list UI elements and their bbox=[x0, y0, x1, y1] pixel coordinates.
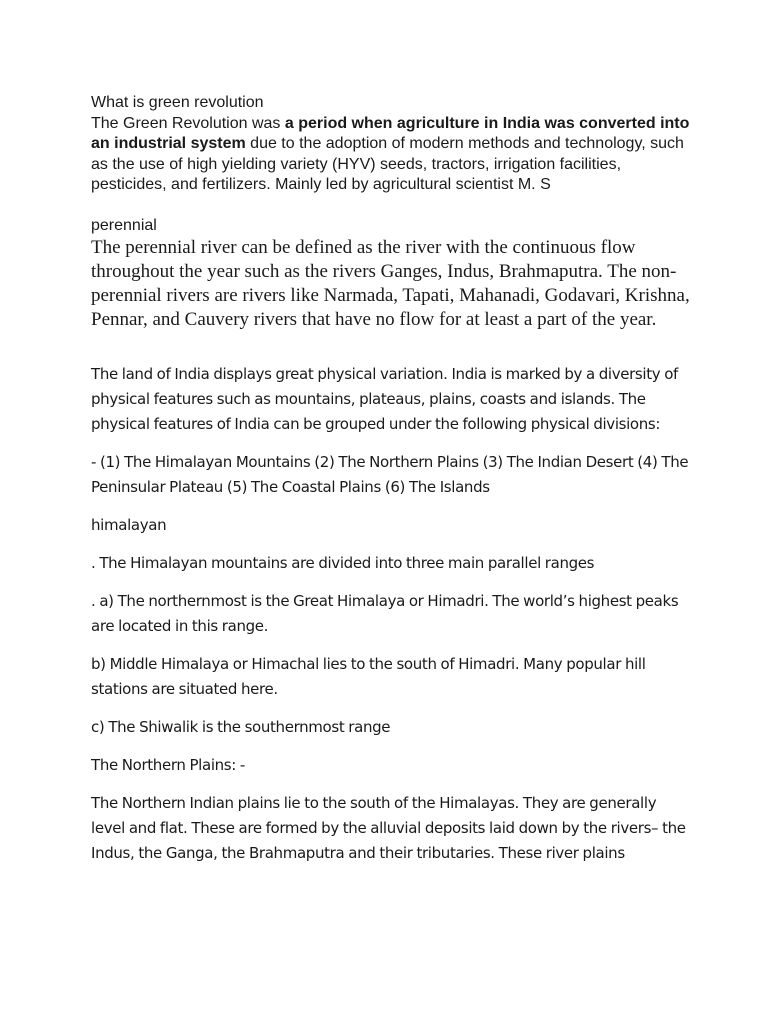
document-page bbox=[91, 93, 691, 879]
northern-plains-paragraph: The Northern Indian plains lie to the south of the Himalayas. They are generally level and flat. These are formed by the alluvial deposits laid down by the rivers– the Indus, the Ganga, the Brahmaputra and their tributaries. These river plains bbox=[91, 794, 686, 862]
perennial-section bbox=[91, 216, 691, 333]
physical-divisions-paragraph: - (1) The Himalayan Mountains (2) The Northern Plains (3) The Indian Desert (4) The Peninsular Plateau (5) The Coastal Plains (6) The Islands bbox=[91, 453, 689, 496]
range-c-paragraph: c) The Shiwalik is the southernmost range bbox=[91, 718, 391, 736]
perennial-heading: perennial bbox=[91, 216, 157, 234]
range-a-paragraph: . a) The northernmost is the Great Himalaya or Himadri. The world’s highest peaks are located in this range. bbox=[91, 592, 679, 635]
green-revolution-intro: The Green Revolution was bbox=[91, 114, 285, 132]
green-revolution-paragraph bbox=[91, 114, 691, 196]
green-revolution-rest: due to the adoption of modern methods and technology, such as the use of high yielding variety (HYV) seeds, tractors, irrigation facilities, pesticides, and fertilizers. Mainly led by agricultural scientist M. S bbox=[91, 135, 684, 193]
himalayan-heading: himalayan bbox=[91, 516, 167, 534]
green-revolution-heading: What is green revolution bbox=[91, 94, 264, 111]
himalayan-ranges-paragraph: . The Himalayan mountains are divided into three main parallel ranges bbox=[91, 554, 595, 572]
range-b-paragraph: b) Middle Himalaya or Himachal lies to the south of Himadri. Many popular hill stations are situated here. bbox=[91, 655, 646, 698]
perennial-paragraph: The perennial river can be defined as the river with the continuous flow throughout the year such as the rivers Ganges, Indus, Brahmaputra. The non-perennial rivers are rivers like Narmada, Tapati, Mahanadi, Godavari, Krishna, Pennar, and Cauvery rivers that have no flow for at least a part of the year. bbox=[91, 237, 690, 330]
physical-intro-paragraph: The land of India displays great physical variation. India is marked by a diversity of physical features such as mountains, plateaus, plains, coasts and islands. The physical features of India can be grouped under the following physical divisions: bbox=[91, 365, 678, 433]
green-revolution-bold-definition: a period when agriculture in India was converted into an industrial system bbox=[91, 114, 690, 152]
northern-plains-heading: The Northern Plains: - bbox=[91, 756, 245, 774]
physical-features-section bbox=[91, 362, 691, 866]
green-revolution-section bbox=[91, 93, 691, 196]
